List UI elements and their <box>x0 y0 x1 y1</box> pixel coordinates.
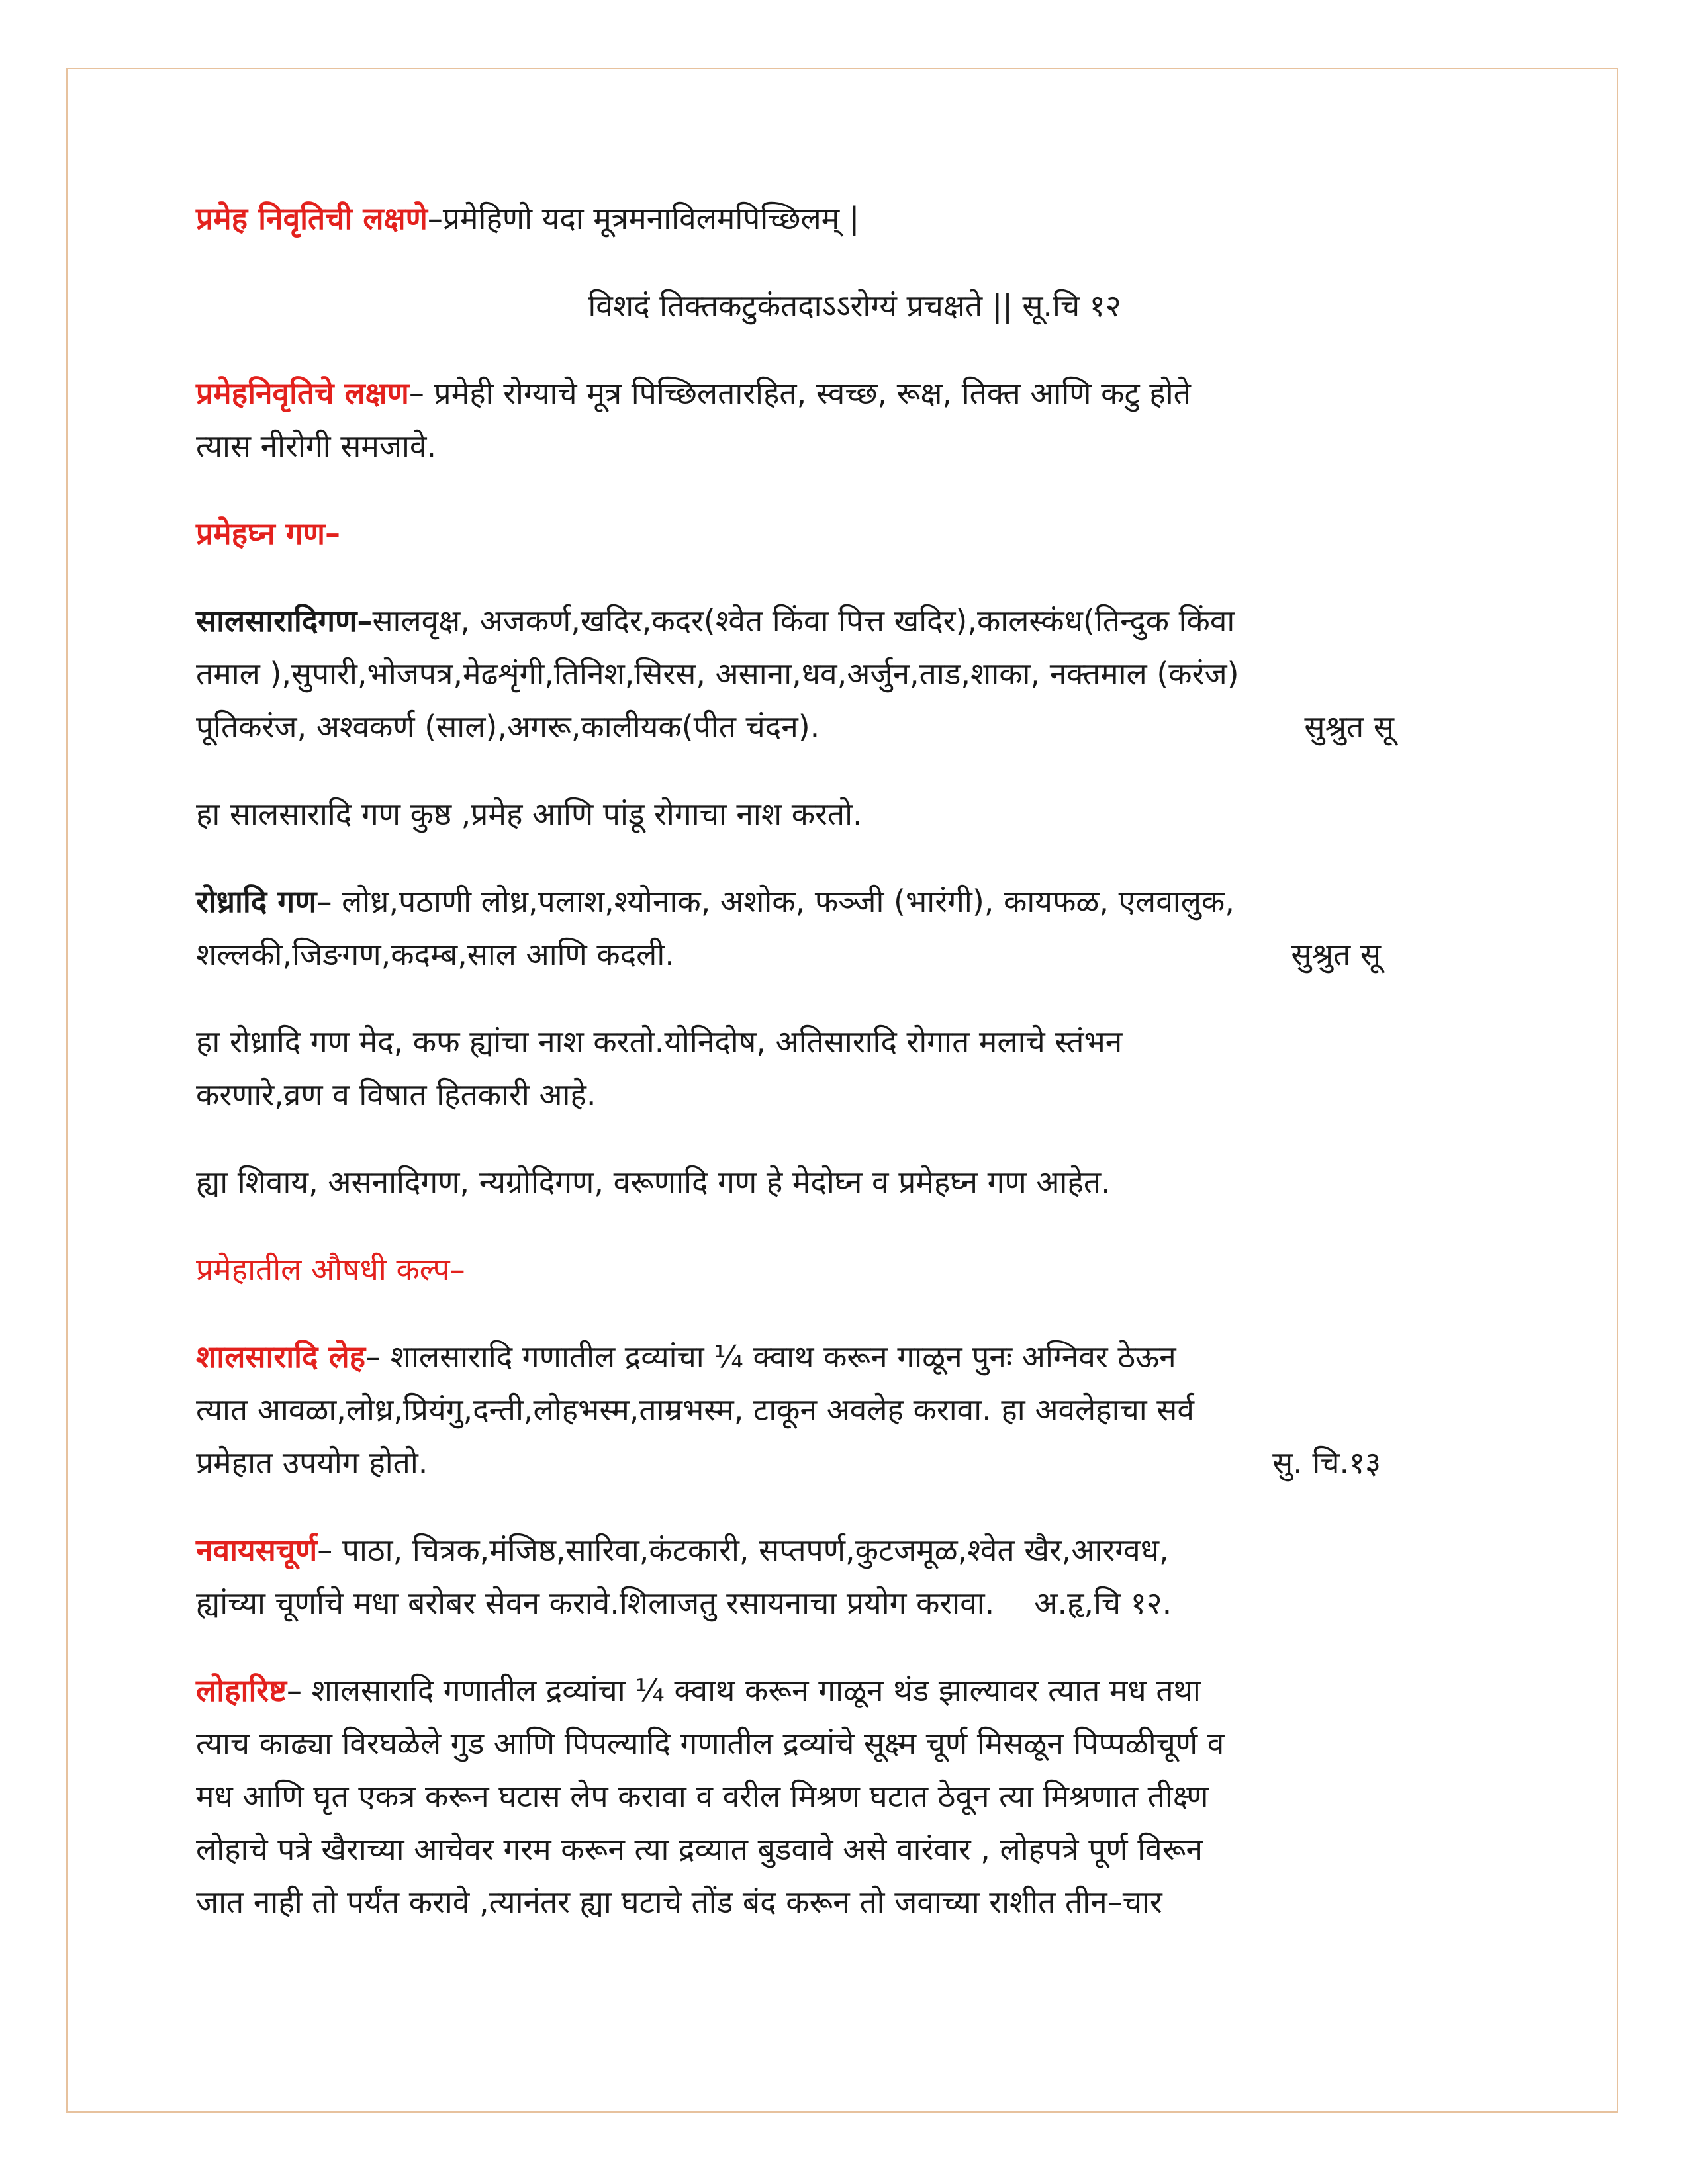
sanskrit-verse-line2 <box>196 279 1513 332</box>
text-line: लोध्र,पठाणी लोध्र,पलाश,श्योनाक, अशोक, फञ्जी (भारंगी), कायफळ, एलवालुक, <box>332 884 1235 919</box>
text-line: प्रमेही रोग्याचे मूत्र पिच्छिलतारहित, स्वच्छ, रूक्ष, तिक्त आणि कटु होते <box>424 375 1191 411</box>
heading-prameha-nivrutti: प्रमेह निवृतिची लक्षणे <box>196 201 428 236</box>
heading-navayas-churna: नवायसचूर्ण <box>196 1532 318 1568</box>
paragraph-pramehaghna-gan <box>196 507 1513 560</box>
heading-aushadhi-kalpa: प्रमेहातील औषधी कल्प– <box>196 1251 465 1287</box>
text-line: हा सालसारादि गण कुष्ठ ,प्रमेह आणि पांडू रोगाचा नाश करतो. <box>196 796 863 832</box>
text-line: त्यात आवळा,लोध्र,प्रियंगु,दन्ती,लोहभस्म,ताम्रभस्म, टाकून अवलेह करावा. हा अवलेहाचा सर्व <box>196 1392 1194 1428</box>
document-body <box>196 192 1513 1954</box>
text-line: हा रोध्रादि गण मेद, कफ ह्यांचा नाश करतो.योनिदोष, अतिसारादि रोगात मलाचे स्तंभन <box>196 1024 1123 1060</box>
heading-loharishta: लोहारिष्ट <box>196 1672 287 1708</box>
text-line: पूतिकरंज, अश्वकर्ण (साल),अगरू,कालीयक(पीत चंदन). <box>196 709 820 745</box>
reference-citation: अ.हृ,चि १२. <box>1034 1585 1172 1621</box>
heading-rodhradi-gan: रोध्रादि गण <box>196 884 317 919</box>
verse-text: विशदं तिक्तकटुकंतदाऽऽरोग्यं प्रचक्षते || सू.चि १२ <box>588 288 1121 324</box>
paragraph-prameha-nivrutti <box>196 192 1513 245</box>
text-line: सालवृक्ष, अजकर्ण,खदिर,कदर(श्वेत किंवा पित्त खदिर),कालस्कंध(तिन्दुक किंवा <box>372 603 1235 639</box>
paragraph-salsaradi-effect <box>196 788 1513 841</box>
heading-shalsaradi-leh: शालसारादि लेह <box>196 1339 366 1375</box>
paragraph-nivrutti-lakshan <box>196 367 1513 473</box>
text-line: त्यास नीरोगी समजावे. <box>196 428 437 464</box>
heading-salsaradi-gan: सालसारादिगण– <box>196 603 373 639</box>
heading-pramehaghna-gan: प्रमेहघ्न गण– <box>196 516 340 551</box>
dash: – <box>316 884 332 919</box>
paragraph-loharishta <box>196 1664 1513 1929</box>
text-line: पाठा, चित्रक,मंजिष्ठ,सारिवा,कंटकारी, सप्तपर्ण,कुटजमूळ,श्वेत खैर,आरग्वध, <box>332 1532 1169 1568</box>
paragraph-aushadhi-kalpa <box>196 1243 1513 1296</box>
text-line: करणारे,व्रण व विषात हितकारी आहे. <box>196 1077 596 1113</box>
dash: – <box>287 1672 303 1708</box>
sanskrit-verse-line1: प्रमेहिणो यदा मूत्रमनाविलमपिच्छिलम् | <box>442 201 860 236</box>
dash: – <box>427 201 443 236</box>
heading-nivrutti-lakshan: प्रमेहनिवृतिचे लक्षण <box>196 375 409 411</box>
reference-citation: सु. चि.१३ <box>1272 1445 1381 1480</box>
text-line: जात नाही तो पर्यंत करावे ,त्यानंतर ह्या घटाचे तोंड बंद करून तो जवाच्या राशीत तीन–चार <box>196 1884 1162 1920</box>
text-line: प्रमेहात उपयोग होतो. <box>196 1445 428 1480</box>
text-line: शल्लकी,जिङगण,कदम्ब,साल आणि कदली. <box>196 936 675 972</box>
paragraph-salsaradi-gan <box>196 594 1513 753</box>
paragraph-navayas-churna <box>196 1524 1513 1629</box>
text-line: तमाल ),सुपारी,भोजपत्र,मेढशृंगी,तिनिश,सिरस, असाना,धव,अर्जुन,ताड,शाका, नक्तमाल (करंज) <box>196 656 1239 692</box>
reference-citation: सुश्रुत सू <box>1304 709 1394 745</box>
dash: – <box>317 1532 333 1568</box>
dash: – <box>365 1339 381 1375</box>
text-line: शालसारादि गणातील द्रव्यांचा ¼ क्वाथ करून गाळून पुनः अग्निवर ठेऊन <box>381 1339 1176 1375</box>
text-line: ह्यांच्या चूर्णाचे मधा बरोबर सेवन करावे.शिलाजतु रसायनाचा प्रयोग करावा. <box>196 1585 995 1621</box>
text-line: शालसारादि गणातील द्रव्यांचा ¼ क्वाथ करून गाळून थंड झाल्यावर त्यात मध तथा <box>302 1672 1201 1708</box>
text-line: मध आणि घृत एकत्र करून घटास लेप करावा व वरील मिश्रण घटात ठेवून त्या मिश्रणात तीक्ष्ण <box>196 1778 1209 1814</box>
paragraph-rodhradi-gan <box>196 875 1513 981</box>
reference-citation: सुश्रुत सू <box>1291 936 1381 972</box>
paragraph-rodhradi-effect <box>196 1015 1513 1121</box>
text-line: लोहाचे पत्रे खैराच्या आचेवर गरम करून त्या द्रव्यात बुडवावे असे वारंवार , लोहपत्रे पूर्ण विरून <box>196 1831 1203 1867</box>
paragraph-shalsaradi-leh <box>196 1330 1513 1489</box>
paragraph-other-gan <box>196 1156 1513 1208</box>
dash: – <box>408 375 424 411</box>
text-line: ह्या शिवाय, असनादिगण, न्यग्रोदिगण, वरूणादि गण हे मेदोघ्न व प्रमेहघ्न गण आहेत. <box>196 1164 1111 1200</box>
text-line: त्याच काढ्या विरघळेले गुड आणि पिपल्यादि गणातील द्रव्यांचे सूक्ष्म चूर्ण मिसळून पिप्पळीचूर्ण व <box>196 1725 1225 1761</box>
